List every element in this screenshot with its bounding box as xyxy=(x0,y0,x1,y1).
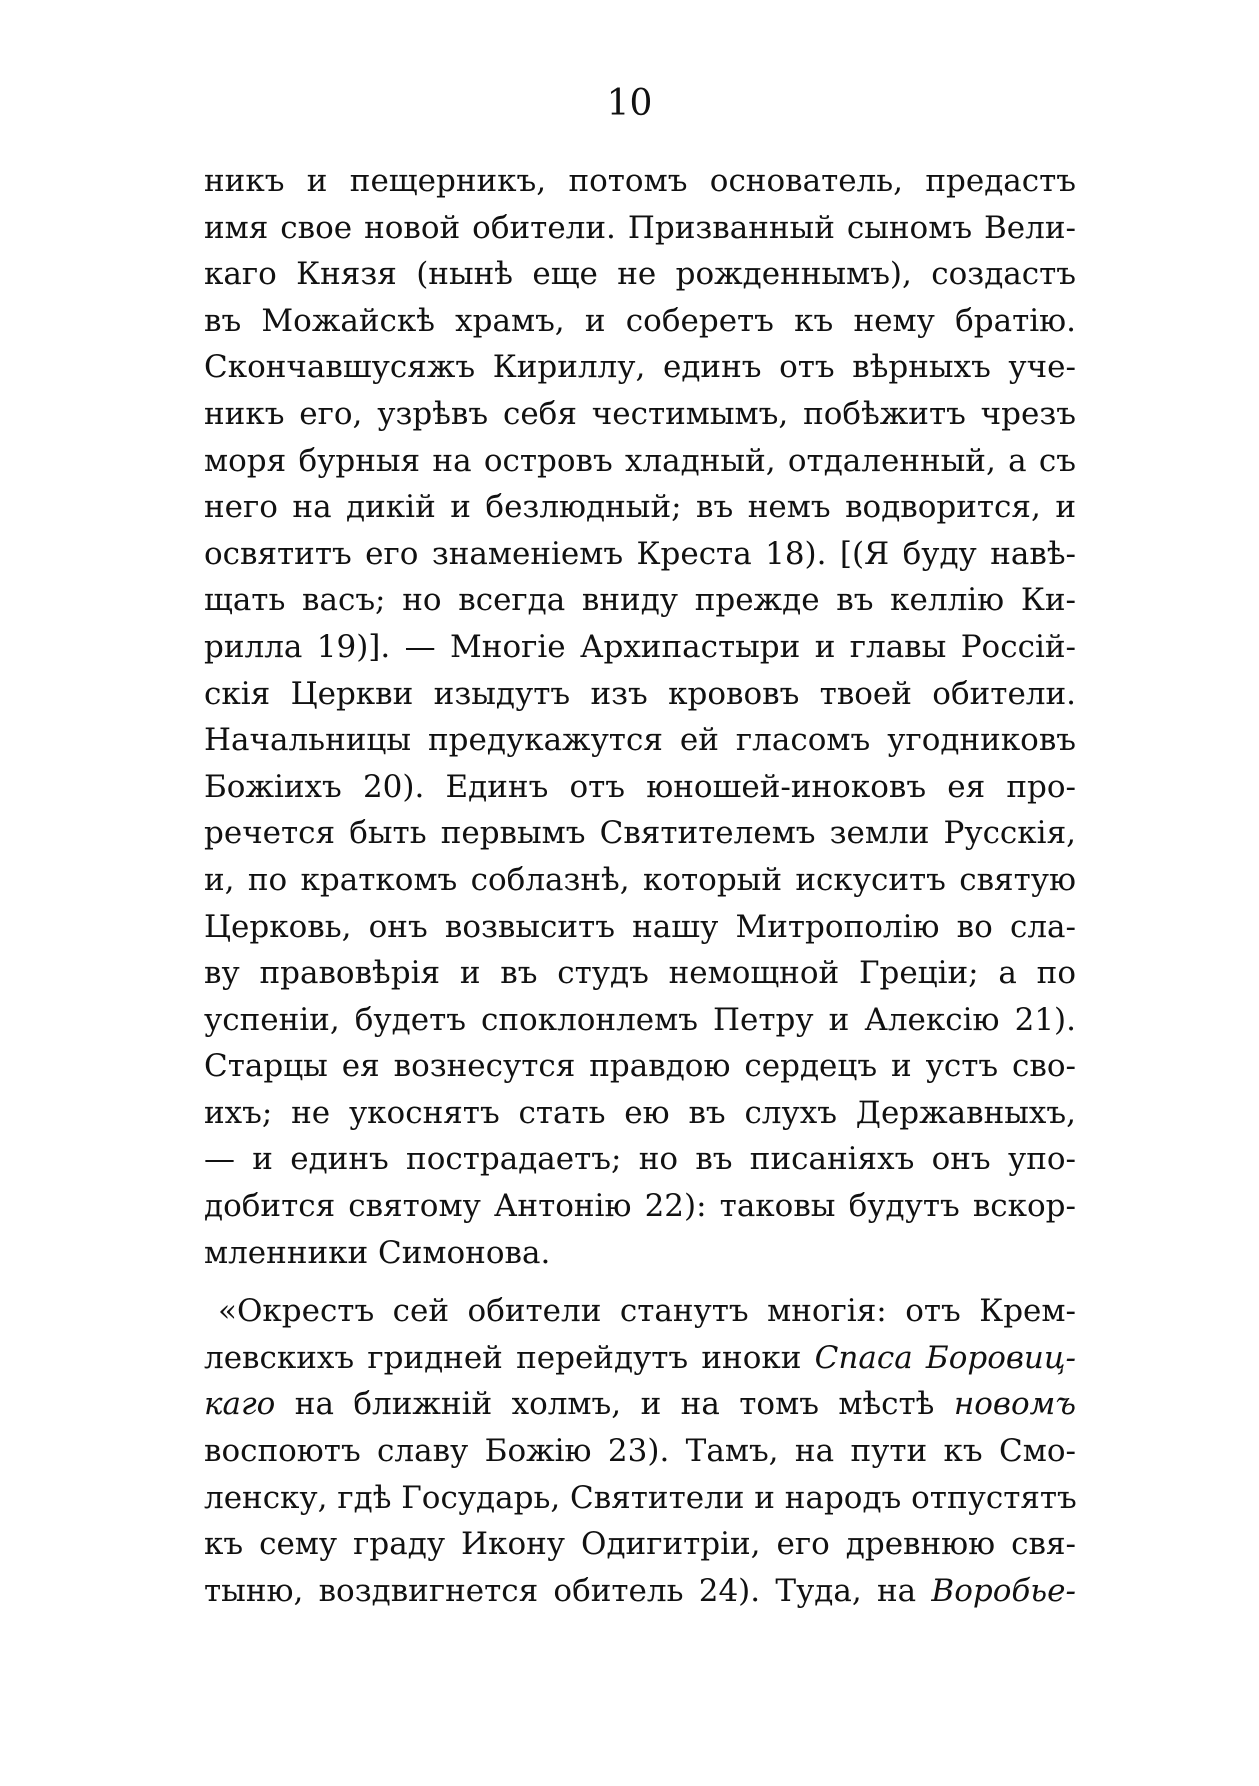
text-run: на ближній холмъ, и на томъ мѣстѣ xyxy=(294,1386,954,1423)
paragraph xyxy=(204,1288,1076,1614)
text-line: никъ и пещерникъ, потомъ основатель, предастъ xyxy=(204,163,1076,199)
text-line xyxy=(204,1335,1076,1382)
text-line: ихъ; не укоснятъ стать ею въ слухъ Державныхъ, xyxy=(204,1094,1076,1131)
text-line: и, по краткомъ соблазнѣ, который искуситъ святую xyxy=(204,861,1076,898)
text-line: каго Князя (нынѣ еще не рожденнымъ), создастъ xyxy=(204,256,1076,293)
text-line: ву правовѣрія и въ студъ немощной Греціи; а по xyxy=(204,955,1076,992)
text-line: никъ его, узрѣвъ себя честимымъ, побѣжитъ чрезъ xyxy=(204,395,1076,432)
text-line: рилла 19)]. — Многіе Архипастыри и главы Россій- xyxy=(204,628,1076,665)
text-line xyxy=(204,1568,1076,1615)
text-line: — и единъ пострадаетъ; но въ писаніяхъ онъ упо- xyxy=(204,1141,1076,1178)
text-line: успеніи, будетъ споклонлемъ Петру и Алексію 21). xyxy=(204,1001,1076,1038)
italic-text-run: Воробье- xyxy=(931,1572,1076,1609)
text-line: имя свое новой обители. Призванный сыномъ Вели- xyxy=(204,209,1076,246)
text-line: мленники Симонова. xyxy=(204,1234,551,1271)
text-run: левскихъ гридней перейдутъ иноки xyxy=(204,1339,815,1376)
page-number: 10 xyxy=(606,83,653,124)
text-line: воспоютъ славу Божію 23). Тамъ, на пути къ Смо- xyxy=(204,1433,1076,1470)
text-line: моря бурныя на островъ хладный, отдаленный, а съ xyxy=(204,442,1076,479)
text-line: скія Церкви изыдутъ изъ крововъ твоей обители. xyxy=(204,675,1076,712)
text-line: речется быть первымъ Святителемъ земли Русскія, xyxy=(204,815,1076,852)
text-run: тыню, воздвигнется обитель 24). Туда, на xyxy=(204,1572,932,1609)
text-line: ленску, гдѣ Государь, Святители и народъ отпустятъ xyxy=(204,1479,1077,1516)
italic-text-run: новомъ xyxy=(953,1386,1076,1423)
italic-text-run: Спаса Боровиц- xyxy=(814,1339,1076,1376)
text-line: Церковь, онъ возвыситъ нашу Митрополію во сла- xyxy=(204,908,1076,945)
text-line: него на дикій и безлюдный; въ немъ водворится, и xyxy=(204,489,1076,526)
text-line: Божіихъ 20). Единъ отъ юношей-иноковъ ея про- xyxy=(204,768,1076,805)
text-line: добится святому Антонію 22): таковы будутъ вскор- xyxy=(204,1188,1076,1225)
italic-text-run: каго xyxy=(204,1386,276,1423)
text-line: «Окрестъ сей обители станутъ многія: отъ Крем- xyxy=(218,1293,1076,1330)
text-line xyxy=(204,1381,1076,1428)
text-line: къ сему граду Икону Одигитріи, его древнюю свя- xyxy=(204,1526,1076,1563)
text-line: щать васъ; но всегда вниду прежде въ келлію Ки- xyxy=(204,582,1076,619)
text-line: Старцы ея вознесутся правдою сердецъ и устъ сво- xyxy=(204,1048,1076,1085)
text-line: Скончавшусяжъ Кириллу, единъ отъ вѣрныхъ уче- xyxy=(204,349,1076,386)
paragraph xyxy=(204,158,1076,1276)
text-line: Начальницы предукажутся ей гласомъ угодниковъ xyxy=(204,722,1076,759)
text-line: освятитъ его знаменіемъ Креста 18). [(Я буду навѣ- xyxy=(204,535,1076,572)
body-text xyxy=(204,158,1076,1614)
text-line: въ Можайскѣ храмъ, и соберетъ къ нему братію. xyxy=(204,302,1076,339)
